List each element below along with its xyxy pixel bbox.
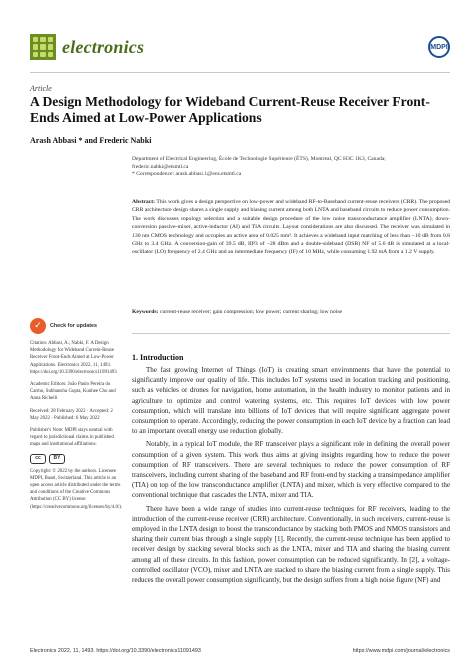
abstract-label: Abstract:: [132, 199, 156, 205]
cc-license-badge[interactable]: [30, 454, 122, 464]
footer-journal-link[interactable]: https://www.mdpi.com/journal/electronics: [352, 648, 450, 654]
academic-editors: Academic Editors: João Paulo Pereira do Carmo, Subhanshu Gupta, Kunhee Cho and Anna Richelli: [30, 382, 116, 402]
affiliation-department: Department of Electrical Engineering, École de Technologie Supérieure (ÉTS), Montreal, QC H3C 1K3, Canada;: [132, 156, 386, 162]
affiliation-email[interactable]: frederic.nabki@etsmtl.ca: [132, 163, 189, 170]
publisher-note: Publisher's Note: MDPI stays neutral with regard to jurisdictional claims in published maps and institutional affiliations.: [30, 428, 114, 448]
keywords-text: current-reuse receiver; gain compression; low power; current sharing; low noise: [159, 309, 343, 315]
check-updates-label: Check for updates: [50, 322, 98, 329]
footer-citation: Electronics 2022, 11, 1493. https://doi.org/10.3390/electronics11091493: [30, 648, 201, 654]
affiliations: [132, 156, 450, 179]
publication-dates: Received: 28 February 2022 · Accepted: 2 May 2022 · Published: 6 May 2022: [30, 408, 113, 421]
page-footer: [30, 648, 450, 654]
copyright-notice: Copyright: © 2022 by the authors. Licensee MDPI, Basel, Switzerland. This article is an open access article distributed under the terms and conditions of the Creative Commons Attribution (CC BY) license (https://creativecommons.org/licenses/by/4.0/).: [30, 468, 123, 510]
cc-icon: cc: [30, 454, 46, 464]
by-icon: BY: [49, 454, 65, 464]
section-body: [132, 365, 450, 588]
author-list: Arash Abbasi * and Frederic Nabki: [30, 136, 152, 145]
article-type: Article: [30, 84, 52, 93]
keywords: [132, 308, 450, 316]
body-paragraph: Notably, in a typical IoT module, the RF transceiver plays a significant role in defining the overall power consumption of a given system. This work thus aims at giving insights regarding how to reduce the power consumption of RF transceivers. There are several techniques to reduce the power consumption of RF transceivers, including current sharing of the baseband and RF front-end by stacking a transimpedance amplifier (TIA) on top of the low transconductance amplifier (LNTA) and mixer, which is very effective compared to the conventional technique that cascades the LNTA, mixer and TIA.: [132, 440, 450, 500]
correspondence: * Correspondence: arash.abbasi.1@ens.etsmtl.ca: [132, 171, 242, 178]
header-divider: [30, 72, 450, 73]
check-for-updates-button[interactable]: [30, 318, 122, 334]
paper-title: A Design Methodology for Wideband Current-Reuse Receiver Front-Ends Aimed at Low-Power Applications: [30, 94, 430, 125]
section-heading: 1. Introduction: [132, 353, 184, 362]
body-paragraph: There have been a wide range of studies into current-reuse techniques for RF receivers, leading to the introduction of the current-reuse receiver (CRR) architecture. Conventionally, in such receivers, current-reuse is employed in the LNTA design to boost the transconductance by stacking both PMOS and NMOS transistors and sharing their current bias through a single supply [1]. Recently, the current-reuse technique has been applied to receiver design by stacking several blocks such as the LNTA, mixer and TIA and sharing the biasing current among all of these circuits. In this fashion, power consumption can be reduced significantly. In [2], a voltage-controlled oscillator (VCO), mixer and LNTA are stacked to share the biasing current from a single supply. This reduces the overall power consumption significantly, but the design suffers from a high noise figure (NF) and: [132, 504, 450, 585]
check-updates-icon: ✓: [30, 318, 46, 334]
article-info-sidebar: [30, 318, 122, 516]
body-paragraph: The fast growing Internet of Things (IoT) is creating smart environments that have the potential to significantly improve our quality of life. This includes IoT systems used in location tracking and positioning, such as vehicles or drones for navigation, home automation, in the health industry to monitor patients and in agriculture to optimize and control watering systems, etc. This requires IoT devices with low power consumption, which will translate into billions of IoT devices that will require significant aggregate power consumption to operate. Accordingly, reducing the power consumption in each IoT device by a fraction can lead to an important overall energy use reduction globally.: [132, 366, 450, 436]
abstract-text: This work gives a design perspective on low-power and wideband RF-to-Baseband current-reuse receivers (CRR). The proposed CRR architecture design shares a single supply and biasing current among both LNTA and baseband circuits to reduce power consumption. The work discusses topology selection and a suitable design procedure of the low noise transconductance amplifier (LNTA), down-conversion passive-mixer, active-inductor (AI) and TIA circuits. Layout considerations are also discussed. The receiver was simulated in 130 nm CMOS technology and occupies an active area of 0.025 mm². It achieves a wideband input matching of less than −10 dB from 0.8 GHz to 3.4 GHz. A conversion-gain of 39.5 dB, IIP3 of −28 dBm and a double-sideband (DSB) NF of 5.6 dB is simulated at a local-oscillator (LO) frequency of 2.4 GHz and an intermediate frequency (IF) of 10 MHz, while consuming 1.92 mA from a 1.2 V supply.: [132, 199, 450, 256]
journal-header: [30, 34, 450, 68]
journal-logo-icon: [30, 34, 56, 60]
abstract-divider: [132, 333, 450, 334]
journal-name: electronics: [62, 37, 145, 57]
keywords-label: Keywords:: [132, 309, 159, 315]
citation: Citation: Abbasi, A.; Nabki, F. A Design Methodology for Wideband Current-Reuse Receiver Front-Ends Aimed at Low-Power Applications. Electronics 2022, 11, 1493. https://doi.org/10.3390/electronics11091493: [30, 341, 117, 375]
mdpi-logo-icon: MDPI: [428, 36, 450, 58]
abstract: [132, 198, 450, 257]
